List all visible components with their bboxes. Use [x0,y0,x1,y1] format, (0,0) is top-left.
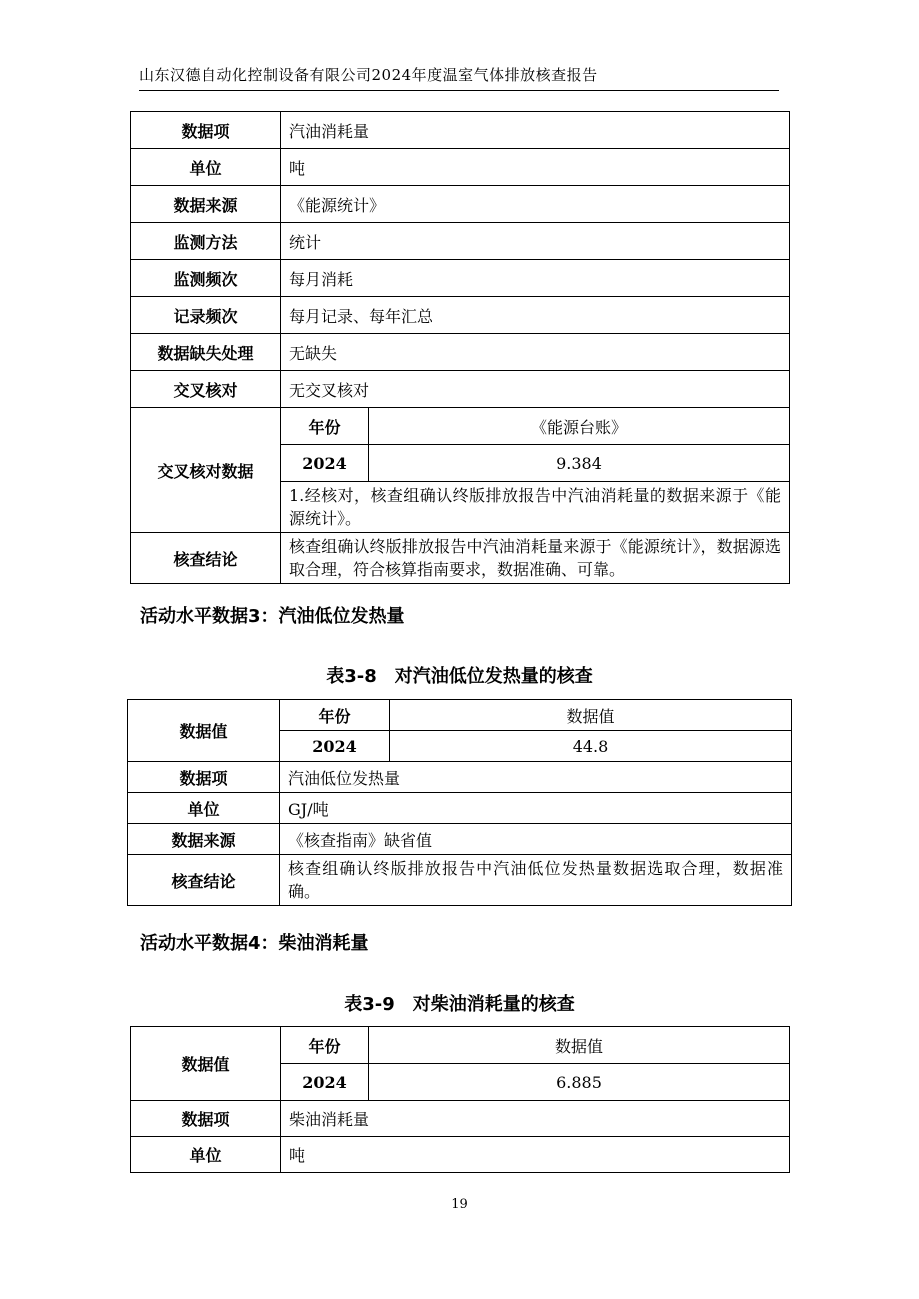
year-cell: 2024 [281,445,369,482]
row-label: 数据来源 [128,824,280,855]
year-cell: 2024 [281,1064,369,1101]
section-heading: 活动水平数据4：柴油消耗量 [140,933,369,954]
year-cell: 2024 [280,731,390,762]
year-header: 年份 [281,1027,369,1064]
table-row [131,1101,790,1137]
value-header: 数据值 [390,700,792,731]
row-label: 监测频次 [131,260,281,297]
conclusion-label: 核查结论 [128,855,280,906]
table-caption: 表3-8 对汽油低位发热量的核查 [326,666,593,687]
row-value: 每月记录、每年汇总 [281,297,790,334]
table-row [128,700,792,731]
row-label: 单位 [131,1137,281,1173]
row-value: 无交叉核对 [281,371,790,408]
table-row [131,334,790,371]
row-label: 数据项 [131,1101,281,1137]
row-label: 数据来源 [131,186,281,223]
row-value: 统计 [281,223,790,260]
row-label: 记录频次 [131,297,281,334]
conclusion-text: 核查组确认终版排放报告中汽油消耗量来源于《能源统计》，数据源选取合理，符合核算指南要求，数据准确、可靠。 [281,533,790,584]
page-number: 19 [451,1197,468,1212]
source-header: 《能源台账》 [369,408,790,445]
row-value: 柴油消耗量 [281,1101,790,1137]
year-header: 年份 [281,408,369,445]
table-row [131,408,790,445]
value-header: 数据值 [369,1027,790,1064]
year-header: 年份 [280,700,390,731]
row-label: 数据项 [131,112,281,149]
table-row [131,1027,790,1064]
table-row [131,371,790,408]
conclusion-text: 核查组确认终版排放报告中汽油低位发热量数据选取合理，数据准确。 [280,855,792,906]
table-row [131,1137,790,1173]
diesel-consumption-table [130,1026,790,1173]
row-label: 交叉核对 [131,371,281,408]
table-caption: 表3-9 对柴油消耗量的核查 [344,994,575,1015]
row-value: 汽油消耗量 [281,112,790,149]
value-cell: 9.384 [369,445,790,482]
row-value: 《核查指南》缺省值 [280,824,792,855]
cross-check-label: 交叉核对数据 [131,408,281,533]
conclusion-label: 核查结论 [131,533,281,584]
row-value: 汽油低位发热量 [280,762,792,793]
row-value: 吨 [281,149,790,186]
row-value: 每月消耗 [281,260,790,297]
table-row [131,533,790,584]
section-heading: 活动水平数据3：汽油低位发热量 [140,606,405,627]
row-label: 监测方法 [131,223,281,260]
value-cell: 6.885 [369,1064,790,1101]
table-row [128,855,792,906]
row-value: 《能源统计》 [281,186,790,223]
gasoline-consumption-table [130,111,790,584]
gasoline-heat-value-table [127,699,792,906]
row-value: 无缺失 [281,334,790,371]
row-label: 单位 [128,793,280,824]
value-label: 数据值 [128,700,280,762]
page-header: 山东汉德自动化控制设备有限公司2024年度温室气体排放核查报告 [139,62,779,91]
table-row [131,186,790,223]
row-value: GJ/吨 [280,793,792,824]
table-row [128,793,792,824]
value-cell: 44.8 [390,731,792,762]
table-row [128,762,792,793]
row-value: 吨 [281,1137,790,1173]
row-label: 单位 [131,149,281,186]
table-row [131,112,790,149]
table-row [131,260,790,297]
table-row [131,149,790,186]
row-label: 数据缺失处理 [131,334,281,371]
row-label: 数据项 [128,762,280,793]
table-row [131,223,790,260]
table-row [131,297,790,334]
value-label: 数据值 [131,1027,281,1101]
table-row [128,824,792,855]
cross-check-note: 1.经核对，核查组确认终版排放报告中汽油消耗量的数据来源于《能源统计》。 [281,482,790,533]
